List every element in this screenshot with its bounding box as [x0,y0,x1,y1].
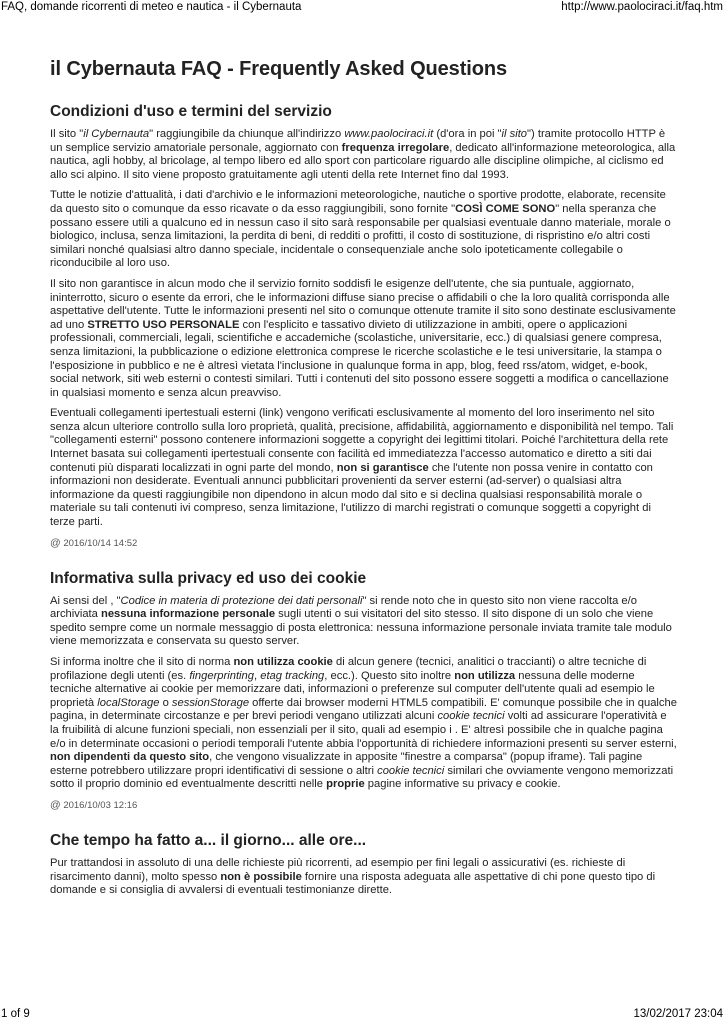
section-heading: Che tempo ha fatto a... il giorno... alle ore... [50,831,367,849]
at-icon: @ [50,798,61,811]
section-heading: Informativa sulla privacy ed uso dei cookie [50,569,367,587]
print-footer [0,1008,724,1020]
site-address: www.paolociraci.it [344,128,434,140]
timestamp: @ 2016/10/03 12:16 [50,798,138,811]
paragraph: Eventuali collegamenti ipertestuali esterni (link) vengono verificati esclusivamente al momento del loro inserimento nel sito senza alcun ulteriore controllo sulla loro proprietà, qualità, precisione, affidabilità, aggiornamento e disponibilità nel tempo. Tali "collegamenti esterni" possono contenere informazioni soggette a copyright dei legittimi titolari. Poiché l'architettura della rete Internet basata sui collegamenti ipertestuali consente con facilità ed immediatezza l'accesso automatico e diretto a siti dai contenuti più disparati localizzati in ogni parte del mondo, non si garantisce che l'utente non possa venire in contatto con informazioni non desiderate. Eventuali annunci pubblicitari provenienti da server esterni (ad-server) o qualsiasi altra informazione da questi raggiungibile non dipendono in alcun modo dal sito e si declina qualsiasi responsabilità morale o materiale su tali contenuti ivi compreso, senza limitazione, l'utilizzo di marchi registrati o comunque soggetti a copyright di terze parti. [50,407,674,529]
timestamp: @ 2016/10/14 14:52 [50,536,138,549]
paragraph: Tutte le notizie d'attualità, i dati d'archivio e le informazioni meteorologiche, nautiche o sportive prodotte, elaborate, recensite da questo sito o comunque da esso ricavate o da esso raggiungibili, sono fornite "COSÌ COME SONO" nella speranza che possano essere utili a qualcuno ed in nessun caso il sito sarà responsabile per qualsiasi eventuale danno materiale, morale o biologico, inclusa, senza limitazioni, la perdita di beni, di redditi o profitti, il costo di sostituzione, di rispristino e/o altri costi similari nonché qualsiasi altro danno speciale, incidentale o consequenziale anche solo ipoteticamente collegabile o riconducibile al loro uso. [50,189,671,270]
site-name: il Cybernauta [83,128,150,140]
print-header-page-title: FAQ, domande ricorrenti di meteo e nautica - il Cybernauta [1,1,302,13]
paragraph: Il sito non garantisce in alcun modo che il servizio fornito soddisfi le esigenze dell'utente, che sia puntuale, aggiornato, ininterrotto, sicuro o esente da errori, che le informazioni diffuse siano precise o affidabili o che la loro qualità corrisponda alle aspettative dell'utente. Tutte le informazioni presenti nel sito o comunque ottenute tramite il sito sono destinate esclusivamente ad uno STRETTO USO PERSONALE con l'esplicito e tassativo divieto di utilizzazione in ambiti, opere o applicazioni professionali, commerciali, legali, scientifiche e accademiche (scolastiche, universitarie, ecc.) di qualsiasi genere compresa, senza limitazioni, la pubblicazione o edizione elettronica comprese le ricerche scolastiche e le tesi universitarie, la stampa o l'esposizione in pubblico e ne è altresì vietata l'inclusione in qualunque forma in app, blog, feed rss/atom, widget, e-book, social network, siti web esterni o contesti similari. Tutti i contenuti del sito possono essere soggetti a modifica o cancellazione in qualsiasi momento e senza alcun preavviso. [50,277,676,399]
print-header [0,1,724,13]
paragraph: Pur trattandosi in assoluto di una delle richieste più ricorrenti, ad esempio per fini legali o assicurativi (es. richieste di risarcimento danni), molto spesso non è possibile fornire una risposta adeguata alle aspettative di chi pone questo tipo di domande e si consiglia di avvalersi di eventuali testimonianze dirette. [50,856,656,897]
paragraph: Il sito "il Cybernauta" raggiungibile da chiunque all'indirizzo www.paolociraci.it (d'ora in poi "il sito") tramite protocollo HTTP è un semplice servizio amatoriale personale, aggiornato con frequenza irregolare, dedicato all'informazione meteorologica, alla nautica, agli hobby, al bricolage, al tempo libero ed allo sport con particolare riguardo alle discipline olimpiche, al ciclismo ed allo sci alpino. Il sito viene proposto gratuitamente agli utenti della rete Internet fino dal 1993. [50,128,676,181]
print-header-url: http://www.paolociraci.it/faq.htm [561,1,723,13]
section-weather-history [50,832,678,898]
section-heading: Condizioni d'uso e termini del servizio [50,103,332,120]
print-date: 13/02/2017 23:04 [633,1008,723,1020]
page-content [50,58,678,905]
at-icon: @ [50,536,61,549]
page-counter: 1 of 9 [1,1008,30,1020]
section-privacy-cookies [50,570,678,812]
paragraph: Ai sensi del , "Codice in materia di protezione dei dati personali" si rende noto che in questo sito non viene raccolta e/o archiviata nessuna informazione personale sugli utenti o sui visitatori del sito stesso. Il sito dispone di un solo che viene spedito sempre come un normale messaggio di posta elettronica: nessuna informazione personale inviata tramite tale modulo viene memorizzata e conservata su questo server. [50,594,672,648]
section-terms-of-use [50,103,678,550]
paragraph: Si informa inoltre che il sito di norma non utilizza cookie di alcun genere (tecnici, analitici o traccianti) o altre tecniche di profilazione degli utenti (es. fingerprinting, etag tracking, ecc.). Questo sito inoltre non utilizza nessuna delle moderne tecniche alternative ai cookie per memorizzare dati, informazioni o preferenze sul computer dell'utente quali ad esempio le proprietà localStorage o sessionStorage offerte dai browser moderni HTML5 compatibili. E' comunque possibile che in qualche pagina, in determinate circostanze e per brevi periodi vengano utilizzati alcuni cookie tecnici volti ad assicurare l'operatività e la fruibilità di alcune funzioni speciali, non essenziali per il sito, quali ad esempio i . E' altresì possibile che in qualche pagina e/o in determinate occasioni o periodi temporali l'utente abbia l'opportunità di richiedere informazioni presenti su server esterni, non dipendenti da questo sito, che vengono visualizzate in apposite "finestre a comparsa" (popup iframe). Tali pagine esterne potrebbero utilizzare propri identificativi di sessione o altri cookie tecnici similari che ovviamente vengono memorizzati sotto il proprio dominio ed eventualmente descritti nelle proprie pagine informative su privacy e cookie. [50,656,677,791]
page-title: il Cybernauta FAQ - Frequently Asked Questions [50,58,507,80]
